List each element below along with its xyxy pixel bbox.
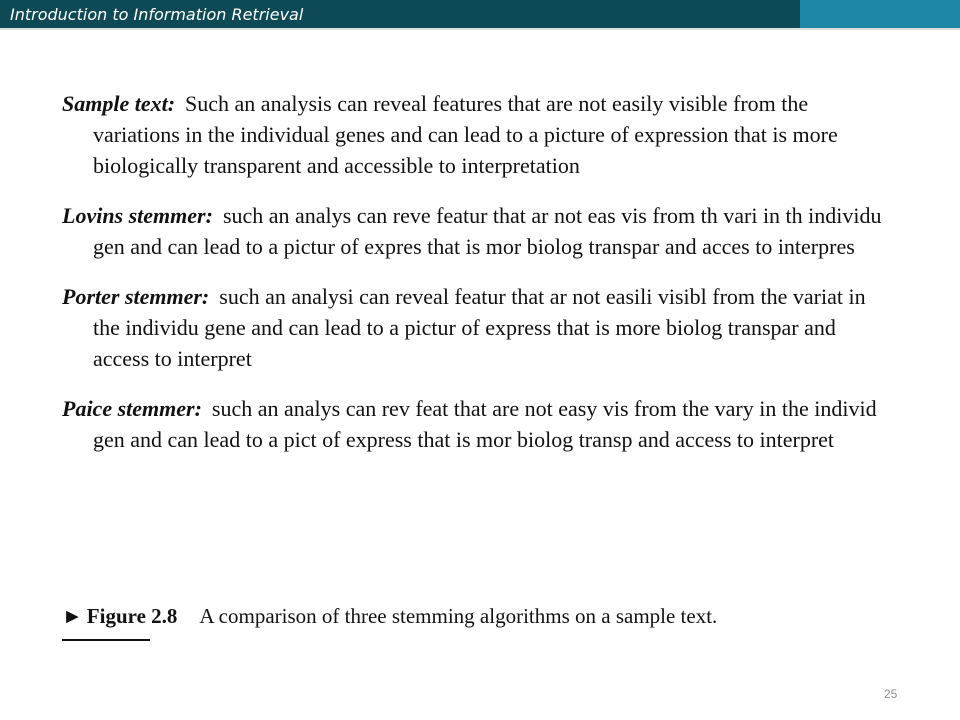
sample-text-label: Sample text: (62, 91, 176, 116)
figure-number: Figure 2.8 (86, 604, 178, 628)
page-number: 25 (884, 687, 898, 701)
figure-caption (62, 601, 717, 631)
sample-text-content: Such an analysis can reveal features that are not easily visible from the variations in the individual genes and can lead to a picture of expression that is more biologically transparent and accessible to interpretation (93, 91, 838, 178)
figure-caption-text: A comparison of three stemming algorithms on a sample text. (199, 604, 718, 628)
porter-stemmer-label: Porter stemmer: (62, 284, 210, 309)
paice-stemmer-content: such an analys can rev feat that are not easy vis from the vary in the individ gen and can lead to a pict of express that is mor biolog transp and access to interpret (93, 396, 877, 452)
paice-stemmer-label: Paice stemmer: (62, 396, 202, 421)
porter-stemmer-block (62, 281, 892, 374)
course-title: Introduction to Information Retrieval (10, 5, 304, 24)
paice-stemmer-block (62, 393, 892, 455)
stemming-comparison (62, 88, 892, 474)
porter-stemmer-content: such an analysi can reveal featur that ar not easili visibl from the variat in the individu gene and can lead to a pictur of express that is more biolog transpar and access to interpret (93, 284, 866, 371)
caption-underline (62, 639, 150, 641)
sample-text-block (62, 88, 892, 181)
lovins-stemmer-label: Lovins stemmer: (62, 203, 213, 228)
figure-marker-icon: ► (62, 604, 83, 628)
lovins-stemmer-block (62, 200, 892, 262)
title-bar-accent (800, 0, 960, 30)
lovins-stemmer-content: such an analys can reve featur that ar not eas vis from th vari in th individu gen and can lead to a pictur of expres that is mor biolog transpar and acces to interpres (93, 203, 882, 259)
